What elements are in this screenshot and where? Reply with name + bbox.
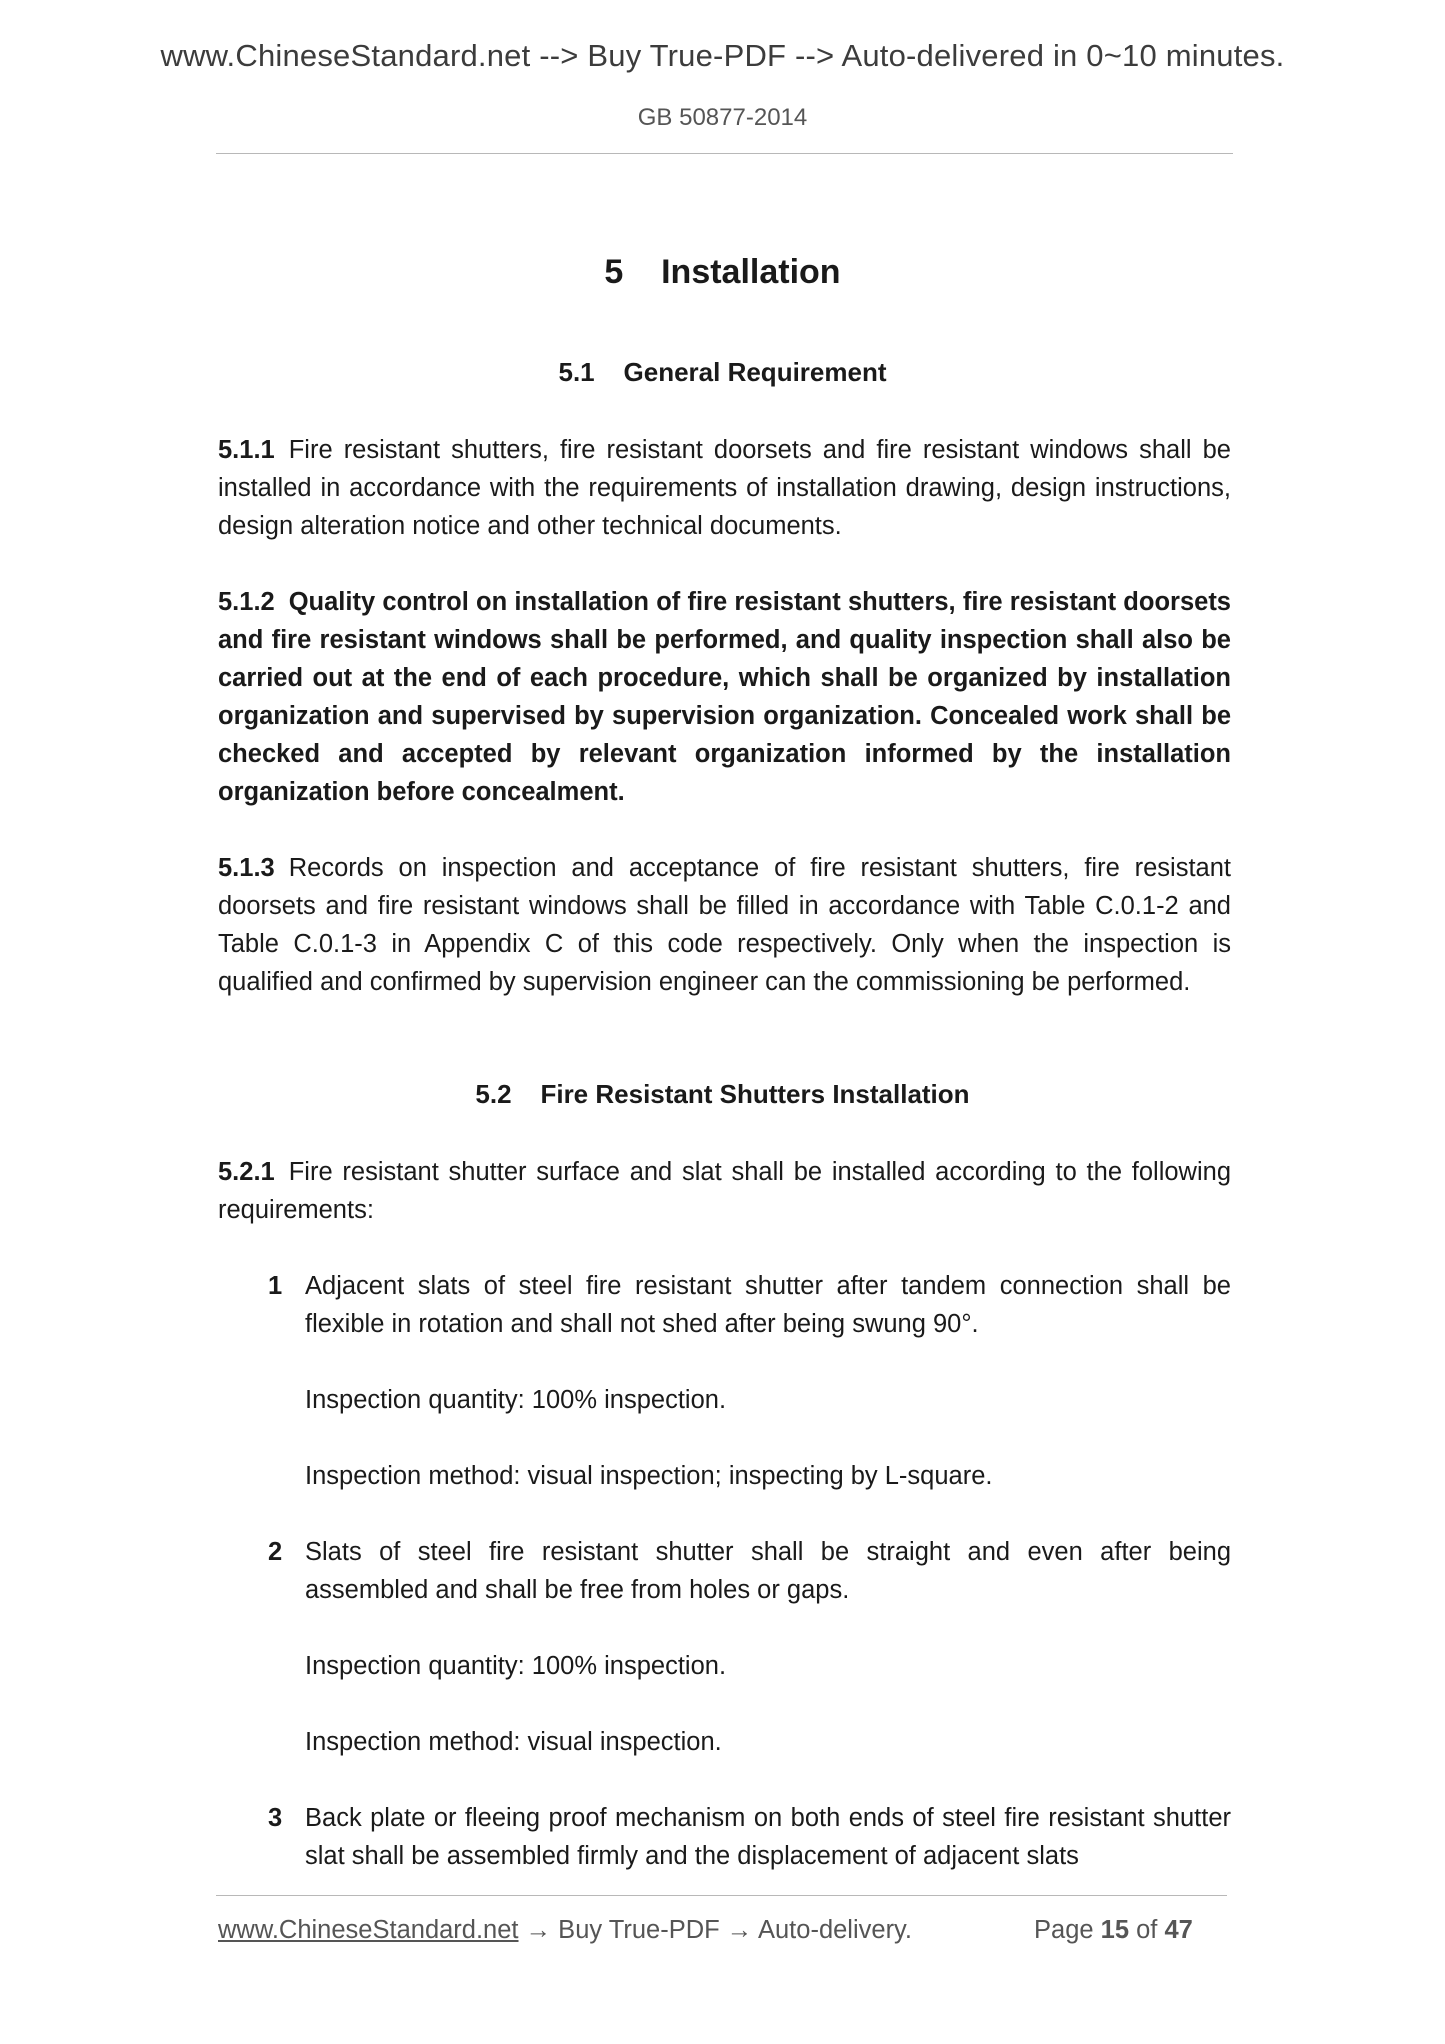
- footer-promo: [218, 1916, 912, 1945]
- footer-site-link[interactable]: www.ChineseStandard.net: [218, 1916, 519, 1944]
- clause-text: Fire resistant shutters, fire resistant doorsets and fire resistant windows shall be installed in accordance with the requirements of installation drawing, design instructions, design alteration notice and other technical documents.: [218, 436, 1231, 540]
- clause-text: Records on inspection and acceptance of fire resistant shutters, fire resistant doorsets and fire resistant windows shall be filled in accordance with Table C.0.1-2 and Table C.0.1-3 in Appendix C of this code respectively. Only when the inspection is qualified and confirmed by supervision engineer can the commissioning be performed.: [218, 854, 1231, 996]
- page-total: 47: [1164, 1916, 1193, 1944]
- item-number: 3: [268, 1804, 283, 1832]
- clause-5-1-2: [218, 583, 1231, 811]
- clause-5-1-3: [218, 849, 1231, 1001]
- header-divider: [216, 153, 1233, 154]
- list-item-1: [268, 1267, 1231, 1343]
- item-text: Adjacent slats of steel fire resistant shutter after tandem connection shall be flexible in rotation and shall not shed after being swung 90°.: [305, 1272, 1231, 1338]
- document-code: GB 50877-2014: [637, 104, 808, 131]
- inspection-quantity-2: Inspection quantity: 100% inspection.: [305, 1652, 727, 1680]
- clause-number: 5.1.2: [218, 588, 275, 616]
- list-item-3: [268, 1799, 1231, 1875]
- section-title-5-1: 5.1 General Requirement: [558, 357, 887, 387]
- clause-number: 5.2.1: [218, 1158, 275, 1186]
- clause-text: Quality control on installation of fire resistant shutters, fire resistant doorsets and fire resistant windows shall be performed, and quality inspection shall also be carried out at the end of each procedure, which shall be organized by installation organization and supervised by supervision organization. Concealed work shall be checked and accepted by relevant organization informed by the installation organization before concealment.: [218, 588, 1231, 806]
- clause-number: 5.1.3: [218, 854, 275, 882]
- clause-number: 5.1.1: [218, 436, 275, 464]
- item-number: 1: [268, 1272, 283, 1300]
- list-item-2: [268, 1533, 1231, 1609]
- of-label: of: [1136, 1916, 1158, 1944]
- section-title-5-2: 5.2 Fire Resistant Shutters Installation: [475, 1079, 970, 1109]
- page-indicator: [1034, 1916, 1193, 1945]
- clause-text: Fire resistant shutter surface and slat shall be installed according to the following requirements:: [218, 1158, 1231, 1224]
- clause-5-2-1: [218, 1153, 1231, 1229]
- clause-5-1-1: [218, 431, 1231, 545]
- footer-tail: → Buy True-PDF → Auto-delivery.: [518, 1916, 912, 1944]
- item-number: 2: [268, 1538, 283, 1566]
- chapter-title: 5 Installation: [604, 253, 841, 291]
- item-text: Back plate or fleeing proof mechanism on both ends of steel fire resistant shutter slat shall be assembled firmly and the displacement of adjacent slats: [305, 1804, 1231, 1870]
- top-banner: www.ChineseStandard.net --> Buy True-PDF --> Auto-delivered in 0~10 minutes.: [160, 38, 1285, 73]
- page-label: Page: [1034, 1916, 1094, 1944]
- footer-divider: [216, 1895, 1227, 1896]
- page-number: 15: [1100, 1916, 1130, 1944]
- inspection-quantity-1: Inspection quantity: 100% inspection.: [305, 1386, 727, 1414]
- inspection-method-2: Inspection method: visual inspection.: [305, 1728, 722, 1756]
- inspection-method-1: Inspection method: visual inspection; inspecting by L-square.: [305, 1462, 993, 1490]
- item-text: Slats of steel fire resistant shutter shall be straight and even after being assembled and shall be free from holes or gaps.: [305, 1538, 1231, 1604]
